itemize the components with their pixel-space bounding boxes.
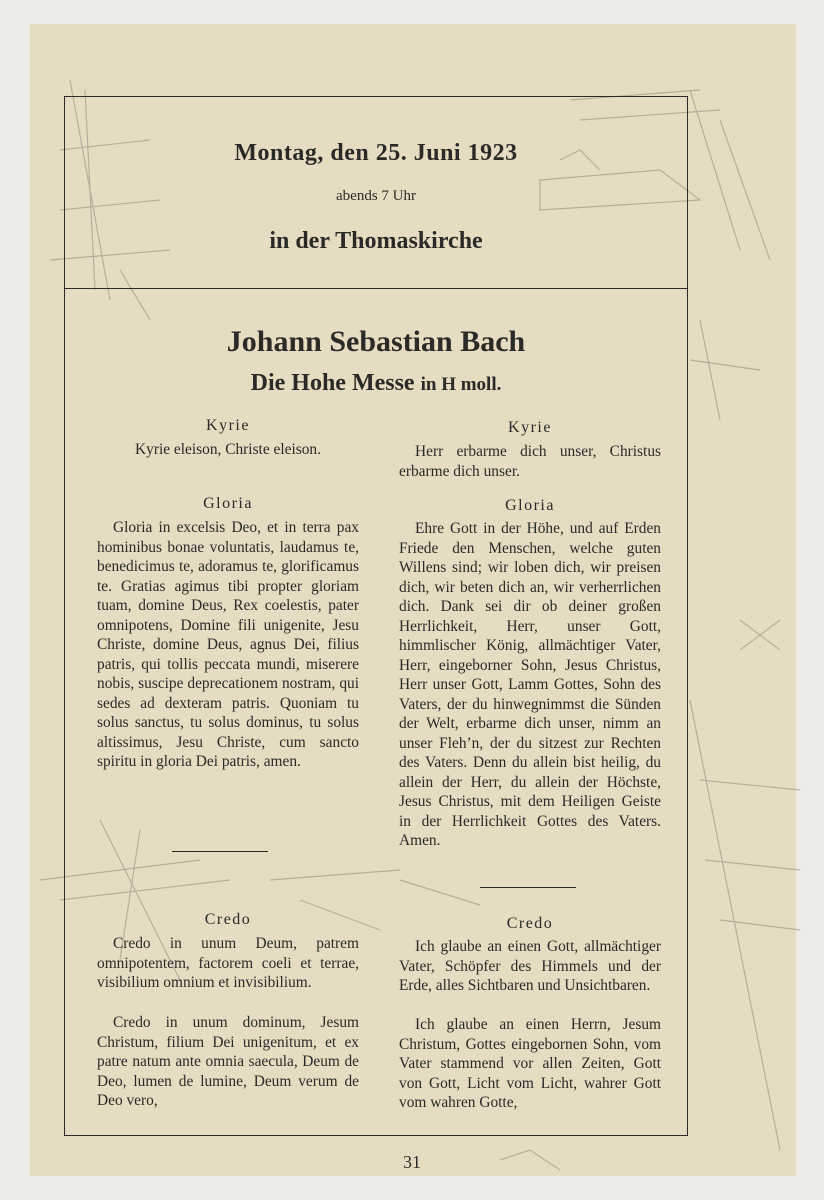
right-gloria-text: Ehre Gott in der Höhe, und auf Erden Friede den Menschen, welche guten Willens sind; wir loben dich, wir preisen dich, wir beten dich an, wir verherrlichen dich. Dank sei dir ob deiner großen Herrlichkeit, Herr, unser Gott, himmlischer König, allmächtiger Vater, Herr, eingeborner Sohn, Jesus Christus, Herr unser Gott, Lamm Gottes, Sohn des Vaters, der du hinwegnimmst die Sünden der Welt, erbarme dich unser, nimm an unser Fleh’n, der du sitzest zur Rechten des Vaters. Denn du allein bist heilig, du allein der Herr, du allein der Höchste, Jesus Christus, mit dem Heiligen Geiste in der Herrlichkeit Gottes des Vaters. Amen. <box>399 520 661 849</box>
right-gloria-title: Gloria <box>505 497 555 514</box>
left-kyrie-title: Kyrie <box>206 417 250 434</box>
concert-time: abends 7 Uhr <box>336 188 416 204</box>
composer-name: Johann Sebastian Bach <box>226 325 526 358</box>
work-title <box>64 370 688 397</box>
right-credo-title: Credo <box>506 915 554 932</box>
page-number: 31 <box>403 1152 421 1172</box>
concert-place: in der Thomaskirche <box>269 228 483 254</box>
left-credo-text-1: Credo in unum Deum, patrem omnipotentem, factorem coeli et terrae, visibilium omnium et invisibilium. <box>97 935 359 991</box>
left-section-divider <box>172 851 268 852</box>
work-name: Die Hohe Messe <box>250 370 415 396</box>
right-kyrie-title: Kyrie <box>508 419 552 436</box>
left-credo-text-2: Credo in unum dominum, Jesum Christum, filium Dei unigenitum, et ex patre natum ante omnia saecula, Deum de Deo, lumen de lumine, Deum verum de Deo vero, <box>97 1014 359 1109</box>
right-kyrie-text: Herr erbarme dich unser, Christus erbarme dich unser. <box>399 443 661 480</box>
right-section-divider <box>480 887 576 888</box>
right-credo-text-2: Ich glaube an einen Herrn, Jesum Christum, Gottes eingebornen Sohn, vom Vater stammend vor allen Zeiten, Gott von Gott, Licht vom Licht, wahrer Gott vom wahren Gotte, <box>399 1016 661 1111</box>
header-divider <box>64 288 688 289</box>
work-key: in H moll. <box>420 374 502 395</box>
left-kyrie-text: Kyrie eleison, Christe eleison. <box>135 441 321 458</box>
left-credo-title: Credo <box>204 911 252 928</box>
concert-date: Montag, den 25. Juni 1923 <box>234 140 518 166</box>
right-credo-text-1: Ich glaube an einen Gott, allmächtiger Vater, Schöpfer des Himmels und der Erde, alles Sichtbaren und Unsichtbaren. <box>399 938 661 994</box>
left-gloria-text: Gloria in excelsis Deo, et in terra pax hominibus bonae voluntatis, laudamus te, benedicimus te, adoramus te, glorificamus te. Gratias agimus tibi propter gloriam tuam, domine Deus, Rex coelestis, pater omnipotens, Domine fili unigenite, Jesu Christe, domine Deus, agnus Dei, filius patris, qui tollis peccata mundi, miserere nobis, suscipe deprecationem nostram, qui sedes ad dexteram patris. Quoniam tu solus sanctus, tu solus dominus, tu solus altissimus, Jesu Christe, cum sancto spiritu in gloria Dei patris, amen. <box>97 519 359 770</box>
left-gloria-title: Gloria <box>203 495 253 512</box>
